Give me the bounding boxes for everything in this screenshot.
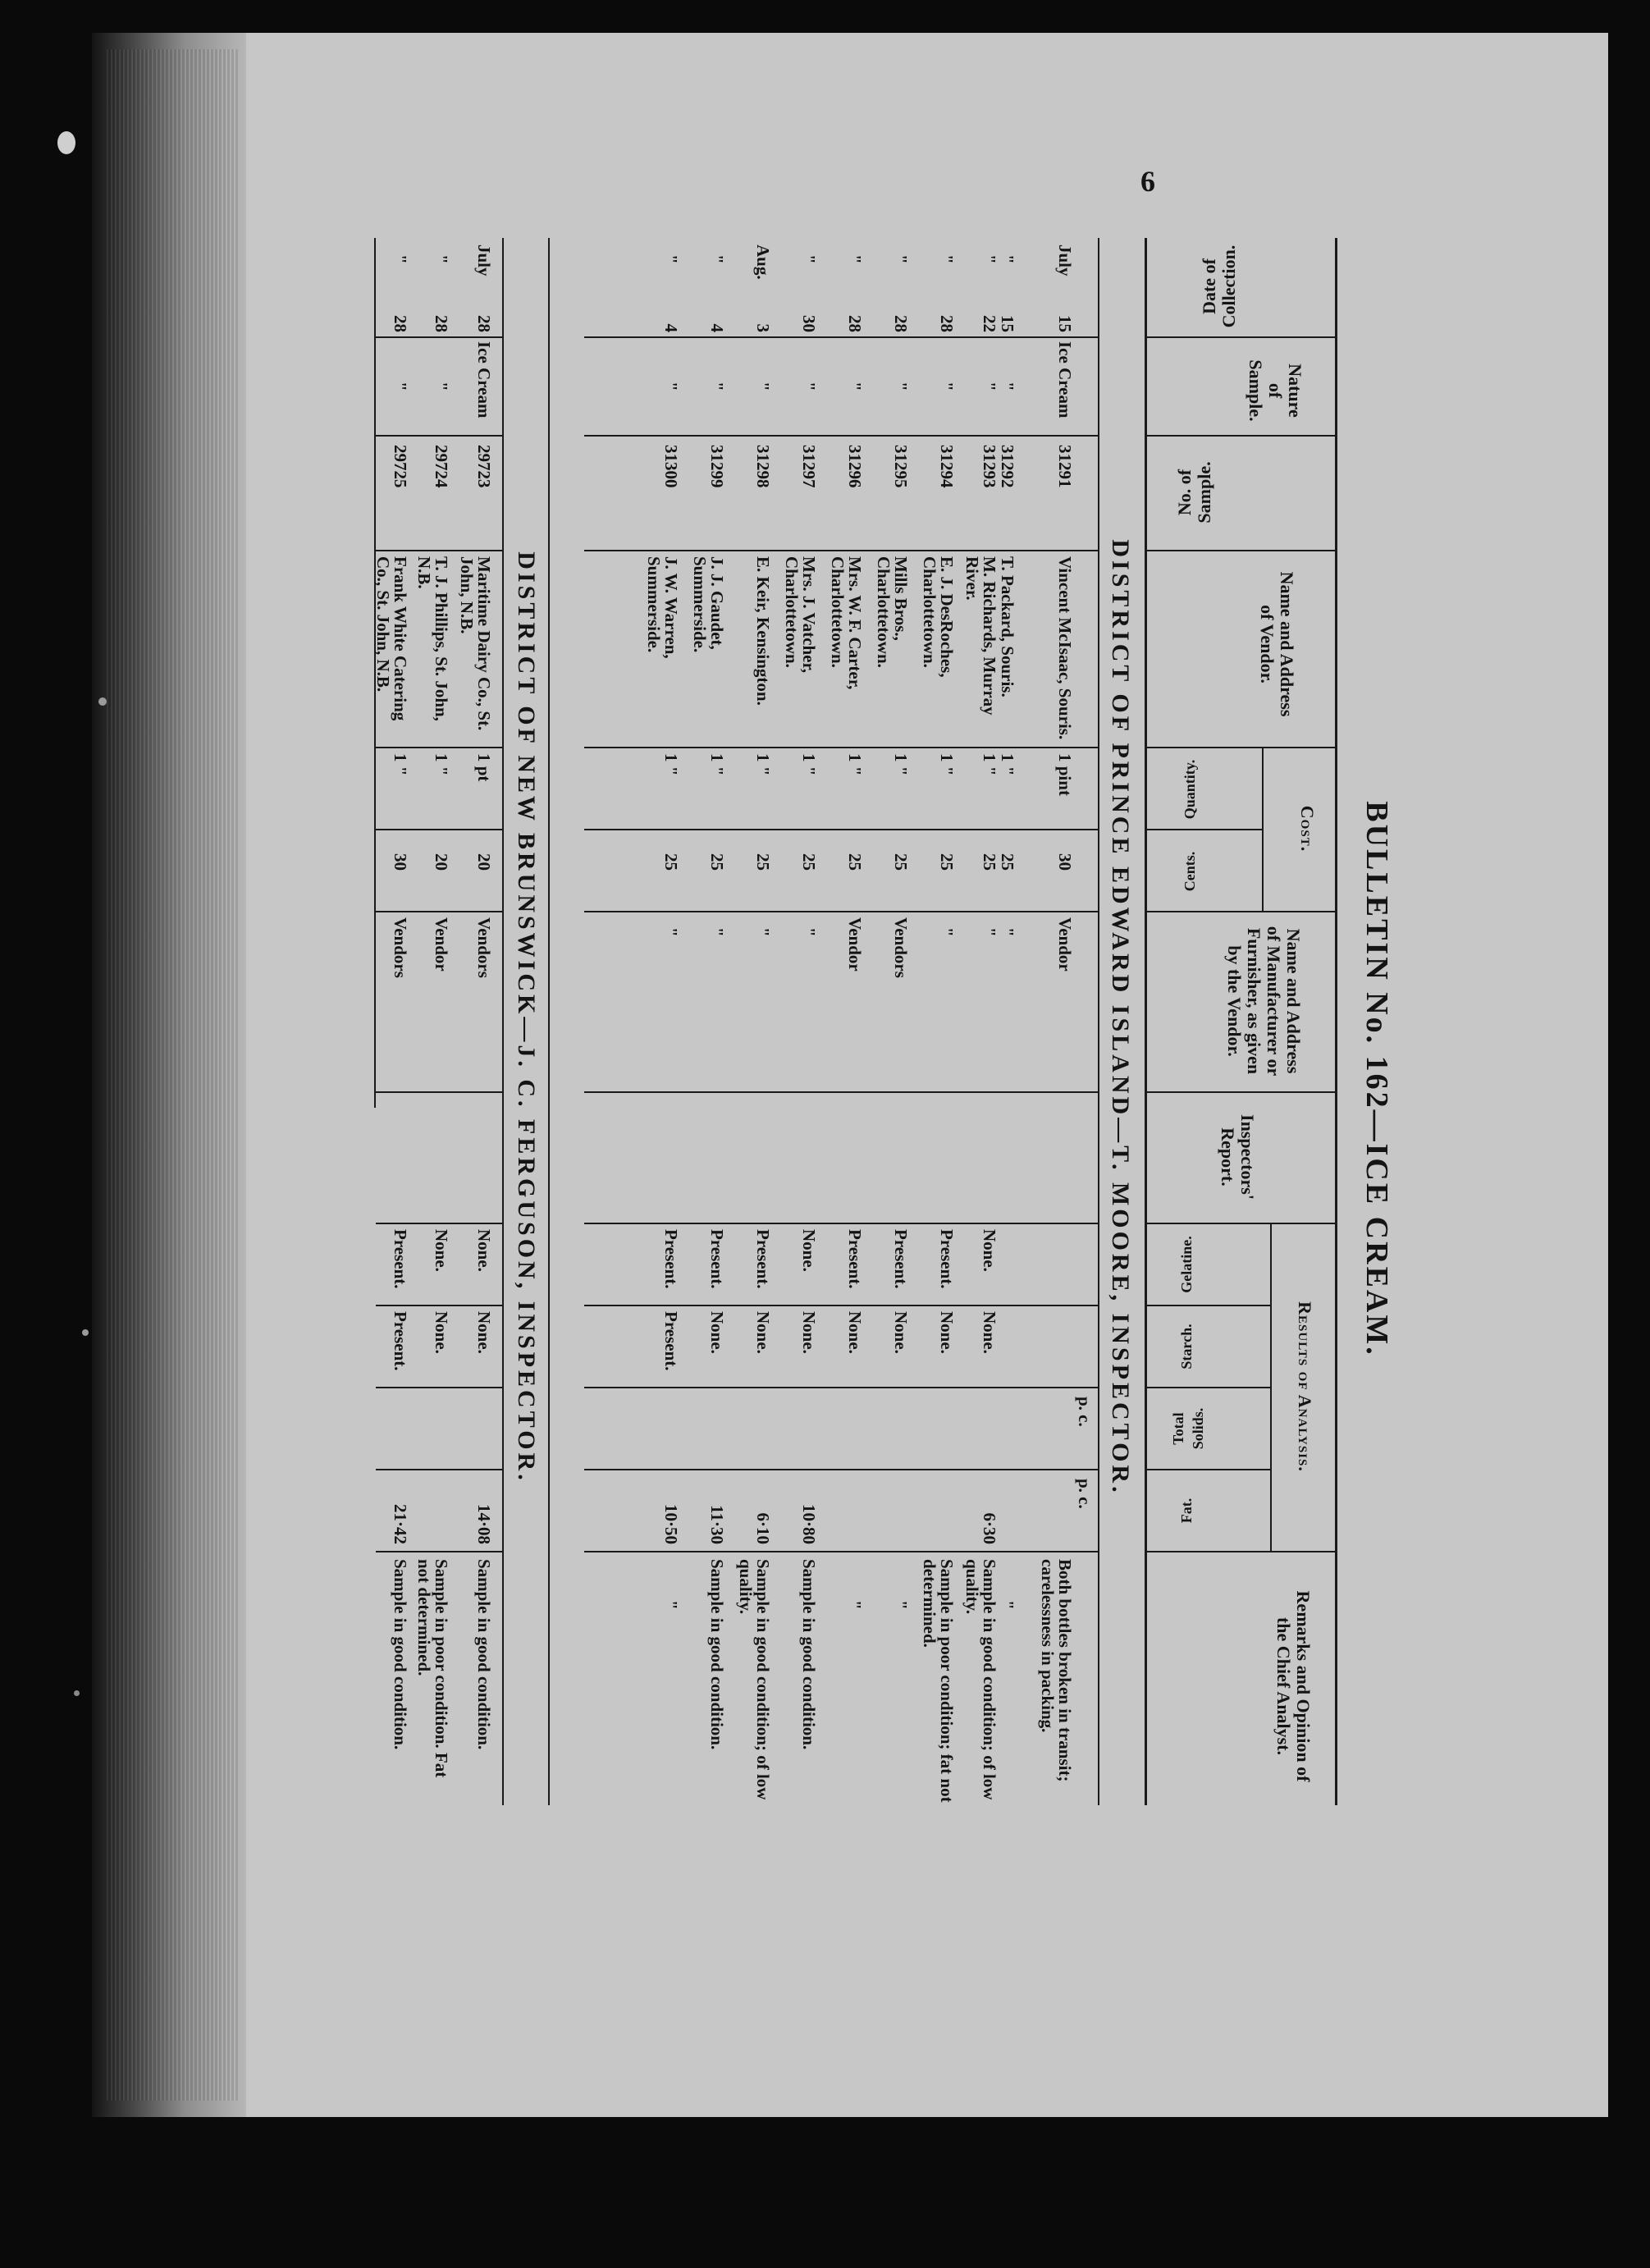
cell-starch: None. bbox=[980, 1311, 999, 1354]
cell-gelatine: Present. bbox=[707, 1229, 727, 1289]
cell-vendor: J. W. Warren, Summerside. bbox=[644, 556, 681, 659]
col-sep bbox=[1145, 1305, 1272, 1306]
cell-fat: 11·30 bbox=[707, 1505, 727, 1544]
cell-remarks: Sample in good condition. bbox=[799, 1559, 819, 1750]
col-sep bbox=[584, 747, 1098, 748]
cell-starch: None. bbox=[432, 1311, 451, 1354]
cell-no: 31291 bbox=[1055, 445, 1075, 488]
col-sep bbox=[376, 1223, 502, 1224]
unit-total-solids: p. c. bbox=[1075, 1397, 1095, 1427]
cell-quantity: 1 " bbox=[998, 753, 1017, 776]
book-page-edge-lines bbox=[107, 49, 238, 2101]
cell-cents: 25 bbox=[937, 853, 957, 871]
cell-month: July bbox=[1055, 245, 1075, 277]
cell-starch: None. bbox=[799, 1311, 819, 1354]
col-sep bbox=[584, 1469, 1098, 1470]
cell-no: 29723 bbox=[474, 445, 494, 488]
cell-no: 29724 bbox=[432, 445, 451, 488]
col-sep bbox=[376, 829, 502, 830]
col-sep bbox=[584, 829, 1098, 830]
cell-nature: " bbox=[753, 382, 773, 391]
cell-vendor: M. Richards, Murray River. bbox=[962, 556, 999, 716]
cell-month: " bbox=[998, 254, 1017, 264]
header-manufacturer: Name and Address of Manufacturer or Furnisher, as given by the Vendor. bbox=[1224, 926, 1304, 1077]
cell-month: " bbox=[891, 254, 911, 264]
cell-cents: 25 bbox=[891, 853, 911, 871]
cell-vendor: Mills Bros., Charlottetown. bbox=[874, 556, 911, 668]
cell-month: " bbox=[707, 254, 727, 264]
header-bottom-rule bbox=[1145, 238, 1147, 1805]
cell-nature: " bbox=[891, 382, 911, 391]
cell-gelatine: None. bbox=[799, 1229, 819, 1272]
cell-nature: " bbox=[432, 382, 451, 391]
nb-top-rule bbox=[548, 238, 550, 1805]
district-heading-pei: DISTRICT OF PRINCE EDWARD ISLAND—T. MOORE, INSPECTOR. bbox=[1107, 539, 1134, 1496]
district-heading-nb: DISTRICT OF NEW BRUNSWICK—J. C. FERGUSON, INSPECTOR. bbox=[513, 551, 540, 1484]
page-number: 6 bbox=[1140, 165, 1155, 198]
cell-nature: " bbox=[980, 382, 999, 391]
cell-remarks: " bbox=[661, 1600, 681, 1610]
cell-nature: " bbox=[845, 382, 865, 391]
cell-day: 28 bbox=[391, 315, 410, 332]
pei-rows-top-rule bbox=[1098, 238, 1099, 1805]
cell-cents: 25 bbox=[799, 853, 819, 871]
cell-cents: 25 bbox=[998, 853, 1017, 871]
cell-fat: 21·42 bbox=[391, 1503, 410, 1544]
cell-cents: 30 bbox=[391, 853, 410, 871]
cell-gelatine: Present. bbox=[845, 1229, 865, 1289]
header-starch: Starch. bbox=[1178, 1324, 1195, 1369]
cell-quantity: 1 " bbox=[391, 753, 410, 776]
header-fat: Fat. bbox=[1178, 1498, 1195, 1524]
cell-no: 29725 bbox=[391, 445, 410, 488]
col-sep bbox=[1145, 829, 1264, 830]
col-sep bbox=[376, 435, 502, 437]
cell-gelatine: Present. bbox=[661, 1229, 681, 1289]
cell-day: 30 bbox=[799, 315, 819, 332]
header-results: Results of Analysis. bbox=[1295, 1301, 1315, 1472]
cell-vendor: Maritime Dairy Co., St. John, N.B. bbox=[457, 556, 494, 731]
cell-day: 15 bbox=[998, 315, 1017, 332]
cell-month: " bbox=[937, 254, 957, 264]
cell-quantity: 1 pint bbox=[1055, 753, 1075, 796]
cell-quantity: 1 pt bbox=[474, 753, 494, 782]
cell-quantity: 1 " bbox=[432, 753, 451, 776]
col-sep bbox=[1145, 1387, 1272, 1388]
cell-nature: " bbox=[391, 382, 410, 391]
cell-manufacturer: " bbox=[661, 927, 681, 937]
col-sep bbox=[376, 1305, 502, 1306]
cell-manufacturer: Vendor bbox=[845, 917, 865, 972]
cell-gelatine: Present. bbox=[937, 1229, 957, 1289]
cell-month: " bbox=[391, 254, 410, 264]
cell-nature: Ice Cream bbox=[474, 341, 494, 418]
cell-month: " bbox=[980, 254, 999, 264]
unit-fat: p. c. bbox=[1075, 1479, 1095, 1509]
col-sep bbox=[376, 747, 502, 748]
cell-cents: 25 bbox=[845, 853, 865, 871]
cell-day: 28 bbox=[474, 315, 494, 332]
col-sep bbox=[1145, 911, 1336, 912]
cell-manufacturer: " bbox=[799, 927, 819, 937]
col-sep bbox=[376, 336, 502, 338]
cell-manufacturer: " bbox=[998, 927, 1017, 937]
col-sep bbox=[584, 336, 1098, 338]
cell-manufacturer: " bbox=[753, 927, 773, 937]
cell-cents: 30 bbox=[1055, 853, 1075, 871]
cell-no: 31299 bbox=[707, 445, 727, 488]
cell-fat: 6·10 bbox=[753, 1512, 773, 1544]
header-date: Date of Collection. bbox=[1199, 245, 1239, 328]
cell-gelatine: None. bbox=[980, 1229, 999, 1272]
cell-cents: 25 bbox=[707, 853, 727, 871]
col-sep bbox=[376, 1387, 502, 1388]
cell-no: 31296 bbox=[845, 445, 865, 488]
col-sep bbox=[376, 1469, 502, 1470]
cell-day: 28 bbox=[845, 315, 865, 332]
col-sep bbox=[584, 1091, 1098, 1093]
col-sep bbox=[1145, 336, 1336, 338]
cell-remarks: Sample in good condition. bbox=[391, 1559, 410, 1750]
col-sep bbox=[1145, 550, 1336, 551]
col-sep bbox=[1145, 435, 1336, 437]
cell-gelatine: None. bbox=[474, 1229, 494, 1272]
cell-month: " bbox=[661, 254, 681, 264]
cell-day: 15 bbox=[1055, 315, 1075, 332]
header-quantity: Quantity. bbox=[1182, 759, 1198, 820]
cell-fat: 6·30 bbox=[980, 1512, 999, 1544]
cell-starch: Present. bbox=[661, 1311, 681, 1371]
cell-month: Aug. bbox=[753, 245, 773, 280]
cell-remarks: Sample in good condition. bbox=[707, 1559, 727, 1750]
cell-vendor: Mrs. W. F. Carter, Charlottetown. bbox=[828, 556, 865, 690]
cell-day: 28 bbox=[891, 315, 911, 332]
cell-remarks: Sample in good condition; of low quality. bbox=[736, 1559, 773, 1800]
cell-cents: 25 bbox=[753, 853, 773, 871]
cell-nature: " bbox=[661, 382, 681, 391]
cell-manufacturer: " bbox=[937, 927, 957, 937]
cell-remarks: " bbox=[845, 1600, 865, 1610]
ice-cream-table bbox=[320, 205, 1411, 1953]
header-cents: Cents. bbox=[1182, 851, 1198, 892]
cell-no: 31292 bbox=[998, 445, 1017, 488]
header-vendor: Name and Address of Vendor. bbox=[1257, 571, 1297, 717]
cell-manufacturer: " bbox=[707, 927, 727, 937]
col-sep bbox=[584, 550, 1098, 551]
cell-day: 28 bbox=[937, 315, 957, 332]
cell-day: 22 bbox=[980, 315, 999, 332]
cell-fat: 10·50 bbox=[661, 1503, 681, 1544]
cell-no: 31295 bbox=[891, 445, 911, 488]
cell-gelatine: None. bbox=[432, 1229, 451, 1272]
col-sep bbox=[1145, 1223, 1336, 1224]
col-sep bbox=[584, 1387, 1098, 1388]
cell-no: 31300 bbox=[661, 445, 681, 488]
cell-vendor: E. Keir, Kensington. bbox=[753, 556, 773, 706]
cell-no: 31293 bbox=[980, 445, 999, 488]
col-sep bbox=[376, 1551, 502, 1552]
cell-gelatine: Present. bbox=[753, 1229, 773, 1289]
cell-vendor: Frank White Catering Co., St. John, N.B. bbox=[373, 556, 410, 721]
col-sep bbox=[584, 1551, 1098, 1552]
cell-starch: None. bbox=[845, 1311, 865, 1354]
bulletin-title: BULLETIN No. 162—ICE CREAM. bbox=[1360, 801, 1394, 1357]
cell-cents: 20 bbox=[474, 853, 494, 871]
cell-manufacturer: Vendors bbox=[391, 917, 410, 978]
cell-no: 31297 bbox=[799, 445, 819, 488]
col-sep bbox=[1145, 1469, 1272, 1470]
cell-cents: 25 bbox=[980, 853, 999, 871]
col-sep bbox=[1145, 1551, 1336, 1552]
cell-vendor: T. Packard, Souris. bbox=[998, 556, 1017, 697]
col-sep bbox=[376, 911, 502, 912]
cell-month: " bbox=[799, 254, 819, 264]
cell-day: 4 bbox=[707, 323, 727, 332]
cell-nature: " bbox=[937, 382, 957, 391]
cell-manufacturer: Vendors bbox=[891, 917, 911, 978]
cell-nature: " bbox=[998, 382, 1017, 391]
cell-starch: None. bbox=[891, 1311, 911, 1354]
col-sep bbox=[584, 435, 1098, 437]
cell-starch: None. bbox=[937, 1311, 957, 1354]
header-cost: Cost. bbox=[1297, 805, 1318, 853]
header-inspector-report: Inspectors' Report. bbox=[1218, 1114, 1258, 1200]
cell-quantity: 1 " bbox=[753, 753, 773, 776]
cell-starch: None. bbox=[753, 1311, 773, 1354]
cell-no: 31294 bbox=[937, 445, 957, 488]
col-sep bbox=[376, 550, 502, 551]
table-top-rule bbox=[1335, 238, 1337, 1805]
cell-remarks: Sample in poor condition; fat not determined. bbox=[920, 1559, 957, 1803]
header-gelatine: Gelatine. bbox=[1178, 1236, 1195, 1293]
cell-fat: 10·80 bbox=[799, 1503, 819, 1544]
header-remarks: Remarks and Opinion of the Chief Analyst. bbox=[1273, 1590, 1314, 1782]
cell-day: 28 bbox=[432, 315, 451, 332]
cell-quantity: 1 " bbox=[661, 753, 681, 776]
header-nature: Nature of Sample. bbox=[1245, 359, 1305, 422]
cell-month: " bbox=[845, 254, 865, 264]
cell-remarks: Sample in good condition. bbox=[474, 1559, 494, 1750]
cell-month: July bbox=[474, 245, 494, 277]
cell-manufacturer: Vendors bbox=[474, 917, 494, 978]
cell-remarks: " bbox=[998, 1600, 1017, 1610]
cell-no: 31298 bbox=[753, 445, 773, 488]
cell-nature: Ice Cream bbox=[1055, 341, 1075, 418]
col-sep bbox=[584, 1305, 1098, 1306]
cell-quantity: 1 " bbox=[845, 753, 865, 776]
cell-vendor: Mrs. J. Vatcher, Charlottetown. bbox=[782, 556, 819, 674]
cell-vendor: T. J. Phillips, St. John, N.B. bbox=[414, 556, 451, 721]
header-total-solids: Total Solids. bbox=[1170, 1407, 1206, 1450]
col-sep bbox=[584, 911, 1098, 912]
col-sep bbox=[1145, 747, 1336, 748]
cell-starch: None. bbox=[474, 1311, 494, 1354]
cell-nature: " bbox=[707, 382, 727, 391]
cell-fat: 14·08 bbox=[474, 1503, 494, 1544]
cell-gelatine: Present. bbox=[891, 1229, 911, 1289]
cell-starch: None. bbox=[707, 1311, 727, 1354]
cell-day: 4 bbox=[661, 323, 681, 332]
cell-quantity: 1 " bbox=[707, 753, 727, 776]
cell-gelatine: Present. bbox=[391, 1229, 410, 1289]
cell-manufacturer: " bbox=[980, 927, 999, 937]
cell-remarks: Both bottles broken in transit; carelessness in packing. bbox=[1038, 1559, 1075, 1782]
col-sep bbox=[584, 1223, 1098, 1224]
cell-day: 3 bbox=[753, 323, 773, 332]
col-sep bbox=[1145, 1091, 1336, 1093]
cell-quantity: 1 " bbox=[799, 753, 819, 776]
cell-remarks: " bbox=[891, 1600, 911, 1610]
cell-remarks: Sample in good condition; of low quality. bbox=[962, 1559, 999, 1800]
cell-remarks: Sample in poor condition. Fat not determined. bbox=[414, 1559, 451, 1778]
cell-starch: Present. bbox=[391, 1311, 410, 1371]
cell-nature: " bbox=[799, 382, 819, 391]
cell-month: " bbox=[432, 254, 451, 264]
nb-rows-top-rule bbox=[502, 238, 504, 1805]
cell-cents: 20 bbox=[432, 853, 451, 871]
cell-quantity: 1 " bbox=[980, 753, 999, 776]
cell-vendor: E. J. DesRoches, Charlottetown. bbox=[920, 556, 957, 678]
cell-vendor: Vincent McIsaac, Souris. bbox=[1055, 556, 1075, 740]
header-no: No. of Sample. bbox=[1174, 461, 1214, 524]
cell-quantity: 1 " bbox=[937, 753, 957, 776]
col-sep bbox=[376, 1091, 502, 1093]
cell-vendor: J. J. Gaudet, Summerside. bbox=[690, 556, 727, 653]
cell-manufacturer: Vendor bbox=[1055, 917, 1075, 972]
cell-quantity: 1 " bbox=[891, 753, 911, 776]
cell-cents: 25 bbox=[661, 853, 681, 871]
cell-manufacturer: Vendor bbox=[432, 917, 451, 972]
